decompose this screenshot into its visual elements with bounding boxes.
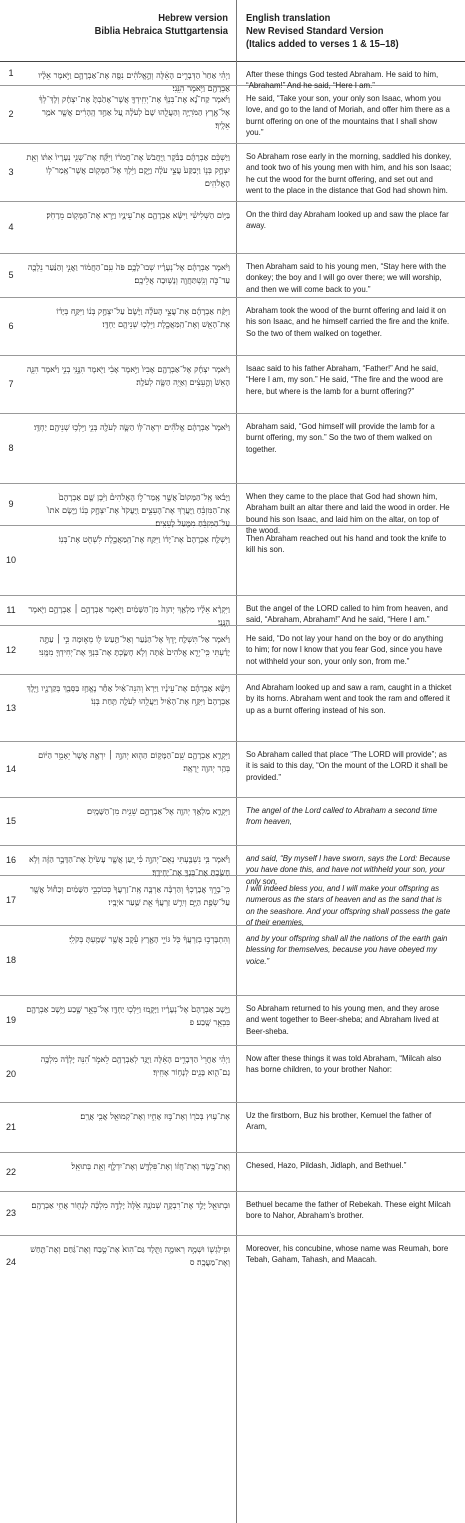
english-verse-text: and by your offspring shall all the nations of the earth gain blessing for themselves, because you have obeyed my voice.” <box>246 934 448 966</box>
verse-number: 17 <box>5 895 16 905</box>
verse-row <box>0 675 465 742</box>
hebrew-verse-text: וְאֶת־כֶּ֣שֶׂד וְאֶת־חֲז֔וֹ וְאֶת־פִּלְדָּ֖שׁ וְאֶת־יִדְלָ֑ף וְאֵ֖ת בְּתוּאֵֽל׃ <box>71 1161 230 1171</box>
verse-row <box>0 414 465 484</box>
verse-row <box>0 86 465 144</box>
verse-number: 21 <box>5 1122 16 1132</box>
verse-row <box>0 484 465 536</box>
verse-row <box>0 1192 465 1236</box>
hebrew-verse-text: וַיְהִ֗י אַחַר֙ הַדְּבָרִ֣ים הָאֵ֔לֶּה וְהָ֣אֱלֹהִ֔ים נִסָּ֖ה אֶת־אַבְרָהָ֑ם וַיֹּ֣אמֶר אֵלָ֔יו אַבְרָהָ֖ם וַיֹּ֥אמֶר הִנֵּֽנִי׃ <box>38 70 230 93</box>
verse-number: 4 <box>8 222 14 232</box>
english-verse-text: Bethuel became the father of Rebekah. These eight Milcah bore to Nahor, Abraham’s brother. <box>246 1200 451 1221</box>
hebrew-verse-text: וַיֹּ֨אמֶר יִצְחָ֜ק אֶל־אַבְרָהָ֤ם אָבִיו֙ וַיֹּ֣אמֶר אָבִ֔י וַיֹּ֖אמֶר הִנֶּ֣נִּֽי בְנִ֑י וַיֹּ֗אמֶר הִנֵּ֤ה הָאֵשׁ֙ וְהָ֣עֵצִ֔ים וְאַיֵּ֥ה הַשֶּׂ֖ה לְעֹלָֽה׃ <box>26 364 230 387</box>
english-verse-text: So Abraham rose early in the morning, saddled his donkey, and took two of his young men with him, and his son Isaac; he cut the wood for the burnt offering, and set out and went to the place in the distance that God had shown him. <box>246 152 452 196</box>
english-verse-text: After these things God tested Abraham. He said to him, “Abraham!” And he said, “Here I am.” <box>246 70 439 91</box>
english-verse-text: Isaac said to his father Abraham, “Father!” And he said, “Here I am, my son.” He said, “The fire and the wood are here, but where is the lamb for a burnt offering?” <box>246 364 444 396</box>
verse-row <box>0 798 465 846</box>
verse-number: 12 <box>5 645 16 655</box>
verse-row <box>0 876 465 926</box>
verse-number: 16 <box>5 855 16 865</box>
verse-number: 18 <box>5 955 16 965</box>
verse-number: 22 <box>5 1167 16 1177</box>
english-column-header <box>246 12 444 51</box>
verse-row <box>0 596 465 626</box>
verse-number: 5 <box>8 270 14 280</box>
verse-row <box>0 62 465 93</box>
verse-number: 20 <box>5 1069 16 1079</box>
hebrew-verse-text: אֶת־ע֥וּץ בְּכֹר֖וֹ וְאֶת־בּ֣וּז אָחִ֑יו וְאֶת־קְמוּאֵ֖ל אֲבִ֥י אֲרָֽם׃ <box>80 1111 230 1121</box>
hebrew-verse-text: וַיֹּ֨אמֶר אַבְרָהָ֜ם אֶל־נְעָרָ֗יו שְׁבוּ־לָכֶ֥ם פֹּה֙ עִֽם־הַחֲמ֔וֹר וַאֲנִ֣י וְהַנַּ֔עַר נֵלְכָ֖ה עַד־כֹּ֑ה וְנִֽשְׁתַּחֲוֶ֖ה וְנָשׁ֥וּבָה אֲלֵיכֶֽם׃ <box>27 262 230 285</box>
verse-row <box>0 298 465 356</box>
hebrew-verse-text: וַיִּקְרָ֨א אֵלָ֜יו מַלְאַ֤ךְ יְהוָה֙ מִן־הַשָּׁמַ֔יִם וַיֹּ֖אמֶר אַבְרָהָ֣ם ׀ אַבְרָהָ֑ם וַיֹּ֖אמֶר הִנֵּֽנִי׃ <box>28 604 230 627</box>
english-verse-text: So Abraham called that place “The LORD will provide”; as it is said to this day, “On the mount of the LORD it shall be provided.” <box>246 750 448 782</box>
hebrew-verse-text: בַּיּ֣וֹם הַשְּׁלִישִׁ֗י וַיִּשָּׂ֨א אַבְרָהָ֧ם אֶת־עֵינָ֛יו וַיַּ֥רְא אֶת־הַמָּק֖וֹם מֵרָחֹֽק׃ <box>46 210 230 220</box>
hebrew-verse-text: וַיֹּ֡אמֶר קַח־נָ֠א אֶת־בִּנְךָ֨ אֶת־יְחִֽידְךָ֤ אֲשֶׁר־אָהַ֙בְתָּ֙ אֶת־יִצְחָ֔ק וְלֶךְ־לְךָ֔ אֶל־אֶ֖רֶץ הַמֹּרִיָּ֑ה וְהַעֲלֵ֤הוּ שָׁם֙ לְעֹלָ֔ה עַ֚ל אַחַ֣ד הֶֽהָרִ֔ים אֲשֶׁ֖ר אֹמַ֥ר אֵלֶֽיךָ׃ <box>38 94 230 130</box>
english-verse-text: Then Abraham said to his young men, “Stay here with the donkey; the boy and I will go over there; we will worship, and then we will come back to you.” <box>246 262 447 294</box>
english-verse-text: On the third day Abraham looked up and saw the place far away. <box>246 210 449 231</box>
hebrew-header-source: Biblia Hebraica Stuttgartensia <box>94 26 228 37</box>
verse-row <box>0 202 465 254</box>
verse-row <box>0 254 465 298</box>
verse-number: 8 <box>8 443 14 453</box>
hebrew-verse-text: וְהִתְבָּרְכ֣וּ בְזַרְעֲךָ֔ כֹּ֖ל גּוֹיֵ֣י הָאָ֑רֶץ עֵ֕קֶב אֲשֶׁ֥ר שָׁמַ֖עְתָּ בְּקֹלִֽי׃ <box>69 934 230 944</box>
english-verse-text: Then Abraham reached out his hand and took the knife to kill his son. <box>246 534 447 555</box>
hebrew-verse-text: וַיִּשְׁלַ֤ח אַבְרָהָם֙ אֶת־יָד֔וֹ וַיִּקַּ֖ח אֶת־הַֽמַּאֲכֶ֑לֶת לִשְׁחֹ֖ט אֶת־בְּנֽוֹ׃ <box>58 534 230 544</box>
english-verse-text: And Abraham looked up and saw a ram, caught in a thicket by its horns. Abraham went and took the ram and offered it up as a burnt offering instead of his son. <box>246 683 452 715</box>
english-verse-text: Chesed, Hazo, Pildash, Jidlaph, and Bethuel.” <box>246 1161 407 1170</box>
verse-number: 1 <box>8 68 14 78</box>
english-verse-text: Abraham took the wood of the burnt offering and laid it on his son Isaac, and he himself carried the fire and the knife. So the two of them walked on together. <box>246 306 450 338</box>
table-header <box>0 0 465 62</box>
english-verse-text: He said, “Take your son, your only son Isaac, whom you love, and go to the land of Moriah, and offer him there as a burnt offering on one of the mountains that I shall show you.” <box>246 94 450 138</box>
english-verse-text: He said, “Do not lay your hand on the boy or do anything to him; for now I know that you fear God, since you have not withheld your son, your only son, from me.” <box>246 634 444 666</box>
english-header-title: English translation <box>246 13 331 24</box>
english-verse-text: I will indeed bless you, and I will make your offspring as numerous as the stars of heaven and as the sand that is on the seashore. And your offspring shall possess the gate of their enemies, <box>246 884 451 928</box>
verse-number: 6 <box>8 321 14 331</box>
verse-row <box>0 1046 465 1103</box>
hebrew-verse-text: וַיִּקְרָ֛א מַלְאַ֥ךְ יְהוָ֖ה אֶל־אַבְרָהָ֑ם שֵׁנִ֖ית מִן־הַשָּׁמָֽיִם׃ <box>86 806 230 816</box>
english-verse-text: But the angel of the LORD called to him from heaven, and said, “Abraham, Abraham!” And he said, “Here I am.” <box>246 604 448 625</box>
verse-row <box>0 742 465 798</box>
verse-number: 9 <box>8 499 14 509</box>
verse-row <box>0 1103 465 1153</box>
verse-number: 10 <box>5 555 16 565</box>
english-verse-text: Uz the firstborn, Buz his brother, Kemuel the father of Aram, <box>246 1111 432 1132</box>
verse-number: 19 <box>5 1015 16 1025</box>
verse-row <box>0 1153 465 1192</box>
verse-row <box>0 526 465 596</box>
hebrew-verse-text: וּבְתוּאֵ֖ל יָלַ֣ד אֶת־רִבְקָ֑ה שְׁמֹנָ֥ה אֵ֙לֶּה֙ יָלְדָ֣ה מִלְכָּ֔ה לְנָח֖וֹר אֲחִ֥י אַבְרָהָֽם׃ <box>31 1200 230 1210</box>
verse-number: 15 <box>5 816 16 826</box>
hebrew-verse-text: וַיִּקַּ֨ח אַבְרָהָ֜ם אֶת־עֲצֵ֣י הָעֹלָ֗ה וַיָּ֙שֶׂם֙ עַל־יִצְחָ֣ק בְּנ֔וֹ וַיִּקַּ֣ח בְּיָד֔וֹ אֶת־הָאֵ֖שׁ וְאֶת־הַֽמַּאֲכֶ֑לֶת וַיֵּלְכ֥וּ שְׁנֵיהֶ֖ם יַחְדָּֽו׃ <box>56 306 230 329</box>
verse-number: 11 <box>6 605 16 615</box>
verse-number: 24 <box>5 1257 16 1267</box>
english-verse-text: When they came to the place that God had shown him, Abraham built an altar there and laid the wood in order. He bound his son Isaac, and laid him on the altar, on top of the wood. <box>246 492 450 536</box>
verse-row <box>0 926 465 996</box>
hebrew-verse-text: וַיֹּ֗אמֶר אַל־תִּשְׁלַ֤ח יָֽדְךָ֙ אֶל־הַנַּ֔עַר וְאַל־תַּ֥עַשׂ ל֖וֹ מְא֑וּמָה כִּ֣י ׀ עַתָּ֣ה יָדַ֗עְתִּי כִּֽי־יְרֵ֤א אֱלֹהִים֙ אַ֔תָּה וְלֹ֥א חָשַׂ֛כְתָּ אֶת־בִּנְךָ֥ אֶת־יְחִידְךָ֖ מִמֶּֽנִּי׃ <box>39 634 230 657</box>
english-header-note: (Italics added to verses 1 & 15–18) <box>246 39 399 50</box>
verse-row <box>0 996 465 1046</box>
verse-number: 23 <box>5 1208 16 1218</box>
verse-row <box>0 626 465 675</box>
english-verse-text: Moreover, his concubine, whose name was Reumah, bore Tebah, Gaham, Tahash, and Maacah. <box>246 1244 449 1265</box>
hebrew-verse-text: וַיֹּ֕אמֶר בִּ֥י נִשְׁבַּ֖עְתִּי נְאֻם־יְהוָ֑ה כִּ֗י יַ֚עַן אֲשֶׁ֤ר עָשִׂ֙יתָ֙ אֶת־הַדָּבָ֣ר הַזֶּ֔ה וְלֹ֥א חָשַׂ֖כְתָּ אֶת־בִּנְךָ֥ אֶת־יְחִידֶֽךָ׃ <box>29 854 230 877</box>
verse-row <box>0 846 465 886</box>
hebrew-verse-text: וַיִּשָּׂ֨א אַבְרָהָ֜ם אֶת־עֵינָ֗יו וַיַּרְא֙ וְהִנֵּה־אַ֔יִל אַחַ֕ר נֶאֱחַ֥ז בַּסְּבַ֖ךְ בְּקַרְנָ֑יו וַיֵּ֤לֶךְ אַבְרָהָם֙ וַיִּקַּ֣ח אֶת־הָאַ֔יִל וַיַּעֲלֵ֥הוּ לְעֹלָ֖ה תַּ֥חַת בְּנֽוֹ׃ <box>26 683 230 706</box>
verse-number: 13 <box>5 703 16 713</box>
verse-row <box>0 144 465 202</box>
english-verse-text: and said, “By myself I have sworn, says the Lord: Because you have done this, and have not withheld your son, your only son, <box>246 854 451 886</box>
verse-row <box>0 356 465 414</box>
hebrew-verse-text: כִּֽי־בָרֵ֣ךְ אֲבָרֶכְךָ֗ וְהַרְבָּ֨ה אַרְבֶּ֤ה אֶֽת־זַרְעֲךָ֙ כְּכוֹכְבֵ֣י הַשָּׁמַ֔יִם וְכַח֕וֹל אֲשֶׁ֖ר עַל־שְׂפַ֣ת הַיָּ֑ם וְיִרַ֣שׁ זַרְעֲךָ֔ אֵ֖ת שַׁ֥עַר אֹיְבָֽיו׃ <box>29 884 230 907</box>
hebrew-column-header <box>44 12 228 38</box>
hebrew-verse-text: וּפִֽילַגְשׁ֖וֹ וּשְׁמָ֣הּ רְאוּמָ֑ה וַתֵּ֤לֶד גַּם־הִוא֙ אֶת־טֶ֣בַח וְאֶת־גַּ֔חַם וְאֶת־תַּ֖חַשׁ וְאֶת־מַעֲכָֽה׃ ס <box>30 1244 230 1267</box>
english-header-source: New Revised Standard Version <box>246 26 384 37</box>
hebrew-verse-text: וַיָּבֹ֗אוּ אֶֽל־הַמָּקוֹם֮ אֲשֶׁ֣ר אָֽמַר־ל֣וֹ הָאֱלֹהִים֒ וַיִּ֨בֶן שָׁ֤ם אַבְרָהָם֙ אֶת־הַמִּזְבֵּ֔חַ וַֽיַּעֲרֹ֖ךְ אֶת־הָעֵצִ֑ים וַֽיַּעֲקֹד֙ אֶת־יִצְחָ֣ק בְּנ֔וֹ וַיָּ֤שֶׂם אֹתוֹ֙ עַל־הַמִּזְבֵּ֔חַ מִמַּ֖עַל לָעֵצִֽים׃ <box>47 492 230 528</box>
verse-number: 7 <box>8 379 14 389</box>
hebrew-verse-text: וַיָּ֤שָׁב אַבְרָהָם֙ אֶל־נְעָרָ֔יו וַיָּקֻ֛מוּ וַיֵּלְכ֥וּ יַחְדָּ֖ו אֶל־בְּאֵ֣ר שָׁ֑בַע וַיֵּ֥שֶׁב אַבְרָהָ֖ם בִּבְאֵ֥ר שָֽׁבַע׃ פ <box>26 1004 230 1027</box>
verse-number: 2 <box>8 109 14 119</box>
english-verse-text: The angel of the Lord called to Abraham a second time from heaven, <box>246 806 438 827</box>
hebrew-verse-text: וַיַּשְׁכֵּ֨ם אַבְרָהָ֜ם בַּבֹּ֗קֶר וַֽיַּחֲבֹשׁ֙ אֶת־חֲמֹר֔וֹ וַיִּקַּ֞ח אֶת־שְׁנֵ֤י נְעָרָיו֙ אִתּ֔וֹ וְאֵ֖ת יִצְחָ֣ק בְּנ֑וֹ וַיְבַקַּע֙ עֲצֵ֣י עֹלָ֔ה וַיָּ֣קָם וַיֵּ֔לֶךְ אֶל־הַמָּק֖וֹם אֲשֶׁר־אָֽמַר־ל֥וֹ הָאֱלֹהִֽים׃ <box>26 152 230 188</box>
english-verse-text: So Abraham returned to his young men, and they arose and went together to Beer-sheba; and Abraham lived at Beer-sheba. <box>246 1004 440 1036</box>
hebrew-verse-text: וַיֹּ֙אמֶר֙ אַבְרָהָ֔ם אֱלֹהִ֞ים יִרְאֶה־לּ֥וֹ הַשֶּׂ֛ה לְעֹלָ֖ה בְּנִ֑י וַיֵּלְכ֥וּ שְׁנֵיהֶ֖ם יַחְדָּֽו׃ <box>33 422 230 432</box>
hebrew-header-title: Hebrew version <box>158 13 228 24</box>
hebrew-verse-text: וַיִּקְרָ֧א אַבְרָהָ֛ם שֵֽׁם־הַמָּק֥וֹם הַה֖וּא יְהוָ֣ה ׀ יִרְאֶ֑ה אֲשֶׁר֙ יֵאָמֵ֣ר הַיּ֔וֹם בְּהַ֥ר יְהוָ֖ה יֵרָאֶֽה׃ <box>38 750 230 773</box>
verse-number: 3 <box>8 167 14 177</box>
english-verse-text: Now after these things it was told Abraham, “Milcah also has borne children, to your brother Nahor: <box>246 1054 442 1075</box>
english-verse-text: Abraham said, “God himself will provide the lamb for a burnt offering, my son.” So the two of them walked on together. <box>246 422 435 454</box>
verse-row <box>0 1236 465 1282</box>
hebrew-verse-text: וַיְהִ֗י אַחֲרֵי֙ הַדְּבָרִ֣ים הָאֵ֔לֶּה וַיֻּגַּ֥ד לְאַבְרָהָ֖ם לֵאמֹ֑ר הִ֠נֵּה יָלְדָ֨ה מִלְכָּ֥ה גַם־הִ֛וא בָּנִ֖ים לְנָח֥וֹר אָחִֽיךָ׃ <box>40 1054 230 1077</box>
verse-number: 14 <box>5 764 16 774</box>
